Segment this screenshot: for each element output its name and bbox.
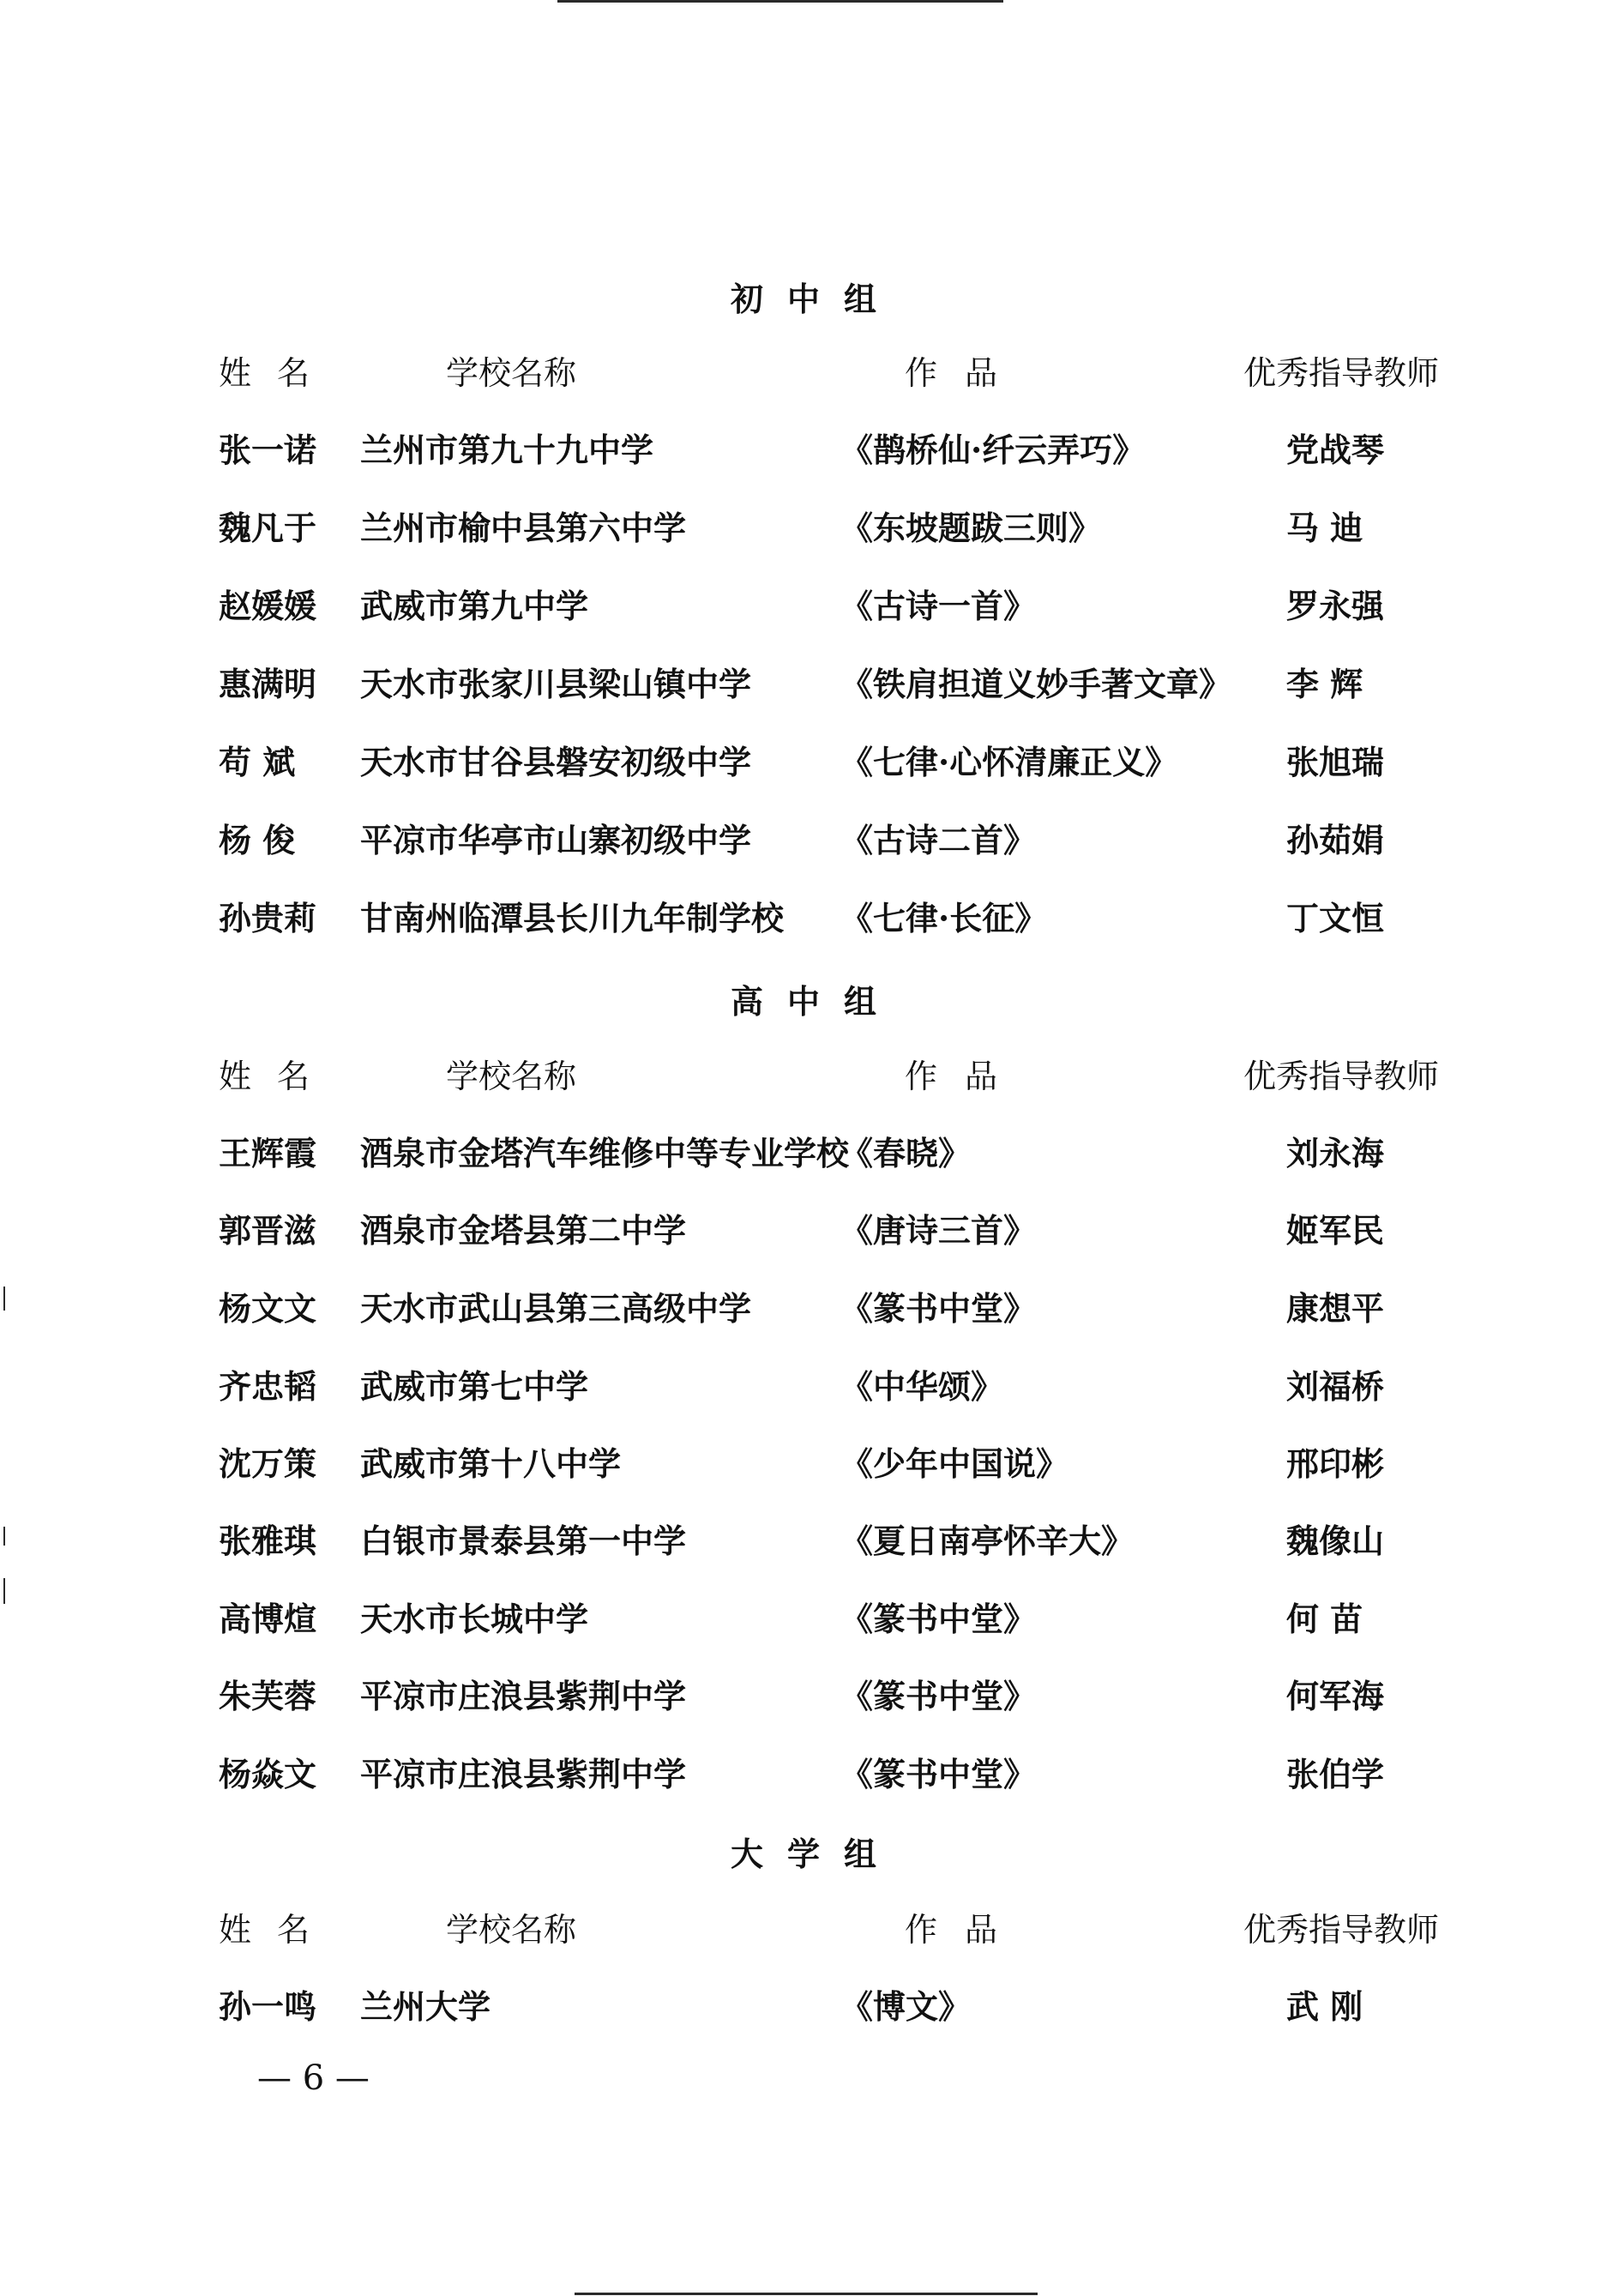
teacher-name: 刘福桥 <box>1286 1367 1385 1406</box>
work-title: 《篆书中堂》 <box>840 1677 1037 1715</box>
student-name: 沈万策 <box>219 1444 317 1483</box>
school-name: 酒泉市金塔汽车维修中等专业学校 <box>360 1134 850 1172</box>
student-name: 赵媛媛 <box>219 587 317 625</box>
student-name: 朱芙蓉 <box>219 1677 317 1715</box>
header-work: 作品 <box>905 354 1026 392</box>
student-name: 苟 斌 <box>219 743 296 781</box>
header-teacher: 优秀指导教师 <box>1243 1911 1440 1949</box>
table-header <box>0 1904 1607 1956</box>
teacher-name: 魏像山 <box>1286 1522 1385 1560</box>
work-title: 《篆书中堂》 <box>840 1289 1037 1328</box>
table-row <box>0 1128 1607 1179</box>
section-title: 大学组 <box>730 1835 900 1873</box>
teacher-name: 武 刚 <box>1286 1987 1363 2026</box>
table-row <box>0 893 1607 944</box>
school-name: 天水市长城中学 <box>360 1600 589 1638</box>
scan-top-line <box>557 0 1003 3</box>
school-name: 天水市甘谷县磐安初级中学 <box>360 743 752 781</box>
student-name: 齐忠韬 <box>219 1367 317 1406</box>
section-title: 高中组 <box>730 982 900 1021</box>
header-name: 姓名 <box>219 1058 336 1095</box>
table-header <box>0 347 1607 399</box>
teacher-name: 刘永海 <box>1286 1134 1385 1172</box>
work-title: 《夏日南亭怀辛大》 <box>840 1522 1135 1560</box>
work-title: 《七律·心怀清廉正义》 <box>840 743 1178 781</box>
teacher-name: 康想平 <box>1286 1289 1385 1328</box>
work-title: 《春晓》 <box>840 1134 972 1172</box>
teacher-name: 马 迪 <box>1286 509 1363 547</box>
teacher-name: 张伯学 <box>1286 1755 1385 1793</box>
teacher-name: 丁文恒 <box>1286 899 1385 937</box>
teacher-name: 罗永强 <box>1286 587 1385 625</box>
school-name: 酒泉市金塔县第二中学 <box>360 1211 687 1250</box>
student-name: 张雅琪 <box>219 1522 317 1560</box>
table-row <box>0 659 1607 710</box>
student-name: 孙一鸣 <box>219 1987 317 2026</box>
header-teacher: 优秀指导教师 <box>1243 354 1440 392</box>
table-row <box>0 1671 1607 1722</box>
page-number: — 6 — <box>257 2058 370 2098</box>
table-header <box>0 1051 1607 1102</box>
school-name: 兰州大学 <box>360 1987 491 2026</box>
teacher-name: 何军海 <box>1286 1677 1385 1715</box>
student-name: 高博煊 <box>219 1600 317 1638</box>
student-name: 杨焱文 <box>219 1755 317 1793</box>
work-title: 《七律·长征》 <box>840 899 1048 937</box>
school-name: 平凉市庄浪县紫荆中学 <box>360 1755 687 1793</box>
header-name: 姓名 <box>219 1911 336 1949</box>
school-name: 兰州市榆中县第六中学 <box>360 509 687 547</box>
table-row <box>0 737 1607 788</box>
student-name: 惠满明 <box>219 665 317 703</box>
school-name: 甘南州临潭县长川九年制学校 <box>360 899 785 937</box>
work-title: 《鹊桥仙·纤云弄巧》 <box>840 431 1146 469</box>
teacher-name: 何 苗 <box>1286 1600 1363 1638</box>
header-name: 姓名 <box>219 354 336 392</box>
scan-bottom-line <box>575 2293 1038 2295</box>
table-row <box>0 1283 1607 1335</box>
teacher-name: 党战琴 <box>1286 431 1385 469</box>
work-title: 《博文》 <box>840 1987 972 2026</box>
work-title: 《篆书中堂》 <box>840 1755 1037 1793</box>
header-school: 学校名称 <box>446 354 577 392</box>
table-row <box>0 1981 1607 2033</box>
school-name: 武威市第十八中学 <box>360 1444 622 1483</box>
table-row <box>0 581 1607 632</box>
header-work: 作品 <box>905 1058 1026 1095</box>
header-work: 作品 <box>905 1911 1026 1949</box>
work-title: 《篆书中堂》 <box>840 1600 1037 1638</box>
school-name: 武威市第七中学 <box>360 1367 589 1406</box>
teacher-name: 孙茹娟 <box>1286 821 1385 859</box>
table-row <box>0 425 1607 476</box>
school-name: 天水市张家川县梁山镇中学 <box>360 665 752 703</box>
student-name: 杨文文 <box>219 1289 317 1328</box>
teacher-name: 李 辉 <box>1286 665 1363 703</box>
table-row <box>0 815 1607 866</box>
table-row <box>0 1361 1607 1413</box>
student-name: 王辉霞 <box>219 1134 317 1172</box>
teacher-name: 姬军民 <box>1286 1211 1385 1250</box>
table-row <box>0 1594 1607 1645</box>
student-name: 魏凡于 <box>219 509 317 547</box>
table-row <box>0 1438 1607 1490</box>
table-row <box>0 1749 1607 1800</box>
work-title: 《少年中国说》 <box>840 1444 1069 1483</box>
school-name: 平凉市庄浪县紫荆中学 <box>360 1677 687 1715</box>
work-title: 《铁肩担道义妙手著文章》 <box>840 665 1232 703</box>
header-teacher: 优秀指导教师 <box>1243 1058 1440 1095</box>
work-title: 《中华颂》 <box>840 1367 1004 1406</box>
teacher-name: 邢印彬 <box>1286 1444 1385 1483</box>
table-row <box>0 503 1607 554</box>
school-name: 武威市第九中学 <box>360 587 589 625</box>
teacher-name: 张旭瑞 <box>1286 743 1385 781</box>
table-row <box>0 1516 1607 1567</box>
school-name: 平凉市华亭市山寨初级中学 <box>360 821 752 859</box>
student-name: 杨 俊 <box>219 821 296 859</box>
work-title: 《唐诗三首》 <box>840 1211 1037 1250</box>
student-name: 郭晋滋 <box>219 1211 317 1250</box>
header-school: 学校名称 <box>446 1058 577 1095</box>
student-name: 孙贵莉 <box>219 899 317 937</box>
section-title: 初中组 <box>730 280 900 318</box>
table-row <box>0 1205 1607 1256</box>
work-title: 《东坡题跋三则》 <box>840 509 1102 547</box>
school-name: 天水市武山县第三高级中学 <box>360 1289 752 1328</box>
school-name: 兰州市第九十九中学 <box>360 431 654 469</box>
work-title: 《古诗一首》 <box>840 587 1037 625</box>
work-title: 《古诗二首》 <box>840 821 1037 859</box>
student-name: 张一诺 <box>219 431 317 469</box>
school-name: 白银市景泰县第一中学 <box>360 1522 687 1560</box>
header-school: 学校名称 <box>446 1911 577 1949</box>
